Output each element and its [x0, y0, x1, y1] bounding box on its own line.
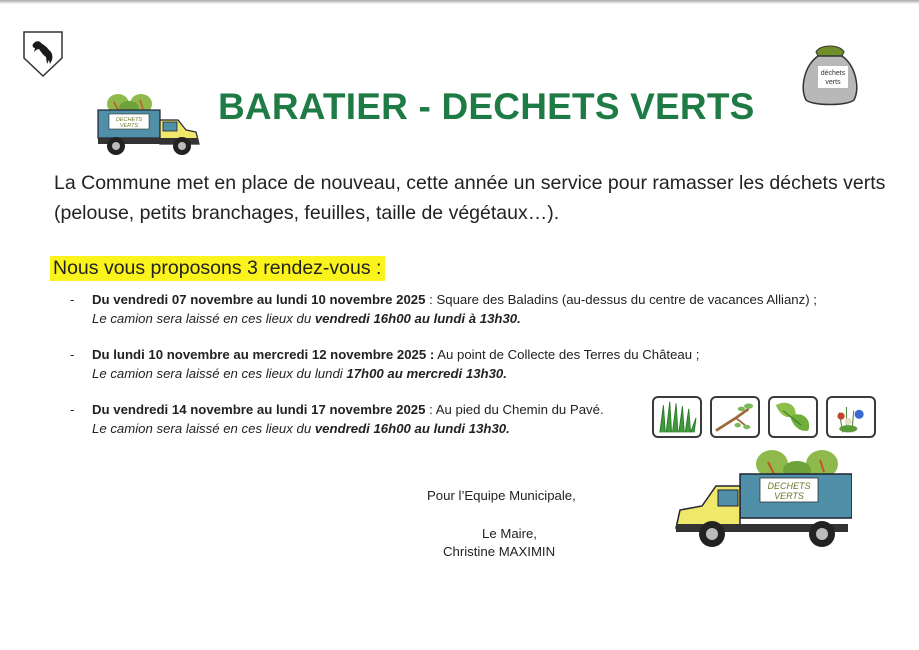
separator: :: [425, 402, 436, 417]
scan-edge: [0, 0, 919, 4]
branch-icon: [710, 396, 760, 438]
rendezvous-dates: Du lundi 10 novembre au mercredi 12 novembre 2025 :: [92, 347, 435, 362]
note-times: 17h00 au mercredi 13h30.: [346, 366, 507, 381]
rendezvous-item: [70, 345, 870, 383]
highlighted-text: Nous vous proposons 3 rendez-vous :: [50, 256, 385, 281]
green-waste-truck-large-icon: [672, 448, 852, 548]
rendezvous-dates: Du vendredi 14 novembre au lundi 17 novembre 2025: [92, 402, 426, 417]
rendezvous-heading: [50, 257, 385, 280]
rendezvous-location: Au point de Collecte des Terres du Château ;: [437, 347, 700, 362]
svg-text:déchets: déchets: [820, 70, 846, 77]
svg-text:DECHETS: DECHETS: [767, 481, 811, 491]
signature-team: Pour l’Equipe Municipale,: [427, 488, 576, 503]
rendezvous-line: [92, 290, 870, 309]
rendezvous-dates: Du vendredi 07 novembre au lundi 10 novembre 2025: [92, 292, 426, 307]
leaves-icon: [768, 396, 818, 438]
page-title: BARATIER - DECHETS VERTS: [218, 86, 755, 127]
note-times: vendredi 16h00 au lundi 13h30.: [314, 421, 510, 436]
rendezvous-note: [92, 364, 870, 383]
signature-title: Le Maire,: [482, 526, 537, 541]
note-prefix: Le camion sera laissé en ces lieux du: [92, 421, 315, 436]
note-times: vendredi 16h00 au lundi à 13h30.: [314, 311, 521, 326]
separator: :: [425, 292, 437, 307]
svg-text:verts: verts: [825, 79, 841, 86]
list-dash: -: [70, 347, 75, 362]
note-plain: lundi: [314, 366, 347, 381]
note-prefix: Le camion sera laissé en ces lieux du: [92, 366, 315, 381]
list-dash: -: [70, 292, 75, 307]
list-dash: -: [70, 402, 75, 417]
waste-bag-icon: [798, 42, 862, 108]
town-crest-icon: [22, 30, 64, 78]
rendezvous-location: Au pied du Chemin du Pavé.: [435, 402, 604, 417]
signature-name: Christine MAXIMIN: [443, 544, 556, 559]
svg-text:VERTS: VERTS: [119, 123, 139, 129]
waste-type-icons: [652, 396, 876, 438]
green-waste-truck-small-icon: [96, 92, 204, 158]
rendezvous-line: [92, 345, 870, 364]
svg-text:VERTS: VERTS: [774, 491, 804, 501]
flowers-icon: [826, 396, 876, 438]
note-prefix: Le camion sera laissé en ces lieux du: [92, 311, 315, 326]
svg-text:DECHETS: DECHETS: [115, 117, 143, 123]
rendezvous-note: [92, 309, 870, 328]
rendezvous-item: [70, 290, 870, 328]
grass-icon: [652, 396, 702, 438]
rendezvous-location: Square des Baladins (au-dessus du centre de vacances Allianz) ;: [436, 292, 817, 307]
intro-paragraph: La Commune met en place de nouveau, cette année un service pour ramasser les déchets verts (pelouse, petits branchages, feuilles, taille de végétaux…).: [54, 172, 886, 224]
